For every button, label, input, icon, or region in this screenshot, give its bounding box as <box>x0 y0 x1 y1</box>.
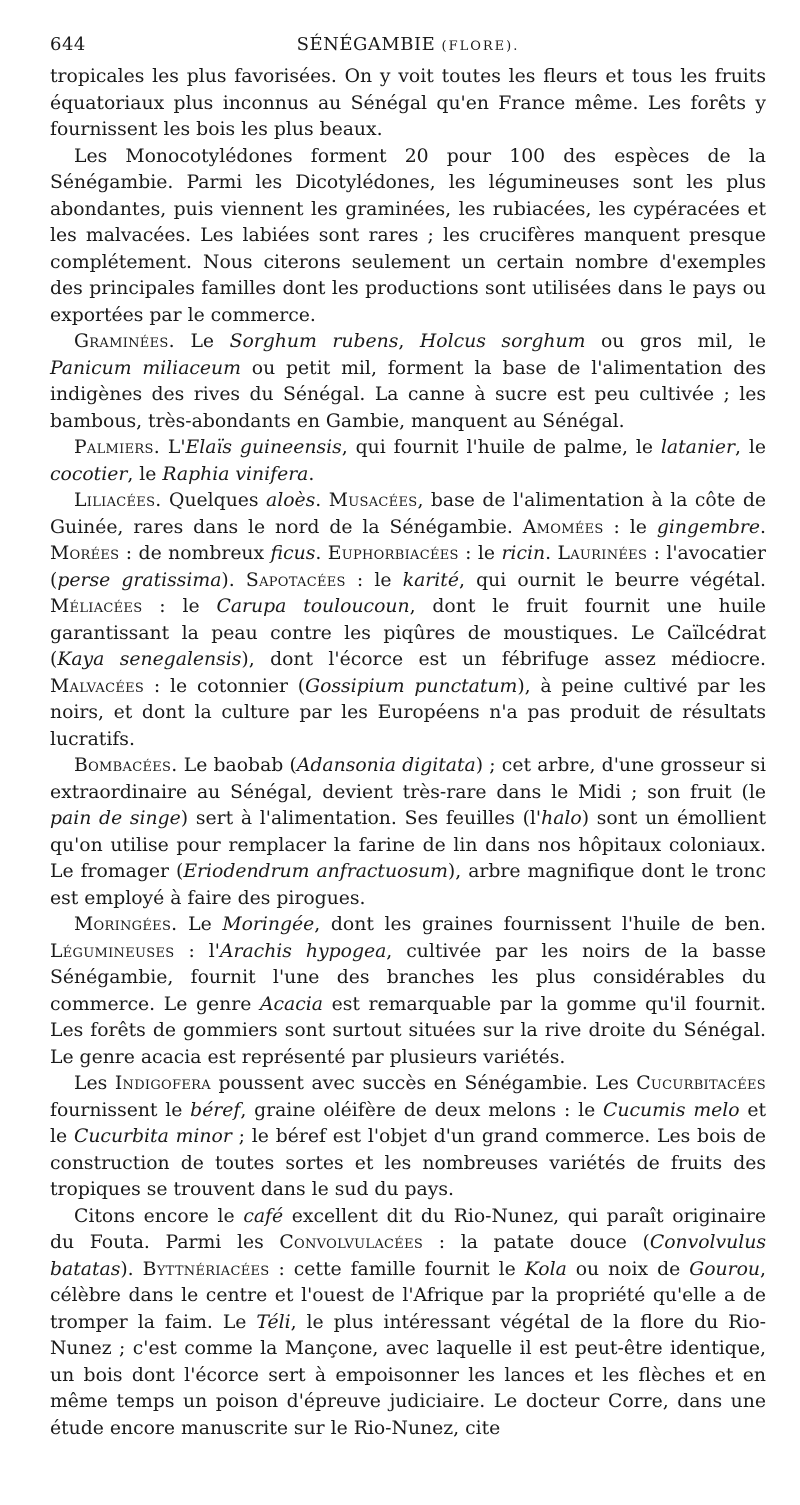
text-run: , graine oléifère de deux melons : le <box>240 1099 603 1121</box>
book-page <box>50 34 766 1442</box>
italic-term: Gourou <box>689 1258 761 1280</box>
family-heading: Morées <box>50 543 120 564</box>
text-run: : le cotonnier ( <box>144 675 306 697</box>
header-subtitle: (FLORE). <box>441 39 520 54</box>
text-run: : de nombreux <box>119 543 271 564</box>
text-run: : le <box>458 543 502 564</box>
text-run: ) sert à l'alimentation. Ses feuilles (l' <box>180 808 542 829</box>
family-heading: Laurinées <box>557 543 648 564</box>
italic-term: Adansonia digitata <box>296 755 476 776</box>
paragraph <box>50 488 766 753</box>
text-run: tropicales les plus favorisées. On y voit toutes les fleurs et tous les fruits équatoriaux plus inconnus au Sénégal qu'en France même. Les forêts y fournissent les bois les plus beaux. <box>50 66 766 140</box>
italic-term: Cucumis melo <box>603 1099 740 1121</box>
paragraph <box>50 329 766 435</box>
paragraph <box>50 912 766 1071</box>
italic-term: Panicum miliaceum <box>50 357 241 379</box>
paragraph <box>50 753 766 912</box>
italic-term: perse gratissima <box>57 569 222 591</box>
text-run: ; le béref est l'objet d'un grand commerce. Les bois de construction de toutes sortes et les nombreuses variétés de fruits des tropiques se trouvent dans le sud du pays. <box>50 1126 766 1200</box>
text-run: ), arbre magnifique dont le tronc est employé à faire des pirogues. <box>50 861 767 909</box>
text-run: . <box>315 490 329 511</box>
italic-term: Eriodendrum anfractuosum <box>183 861 448 882</box>
italic-term: karité <box>402 569 459 591</box>
family-heading: Liliacées. <box>74 490 162 511</box>
text-run: poussent avec succès en Sénégambie. Les <box>210 1073 637 1094</box>
text-run: : l' <box>174 940 220 962</box>
italic-term: Raphia vinifera <box>162 463 309 485</box>
text-run: L' <box>159 437 186 458</box>
italic-term: Convolvulus batatas <box>50 1232 766 1280</box>
text-run: ) sont un émollient qu'on utilise pour remplacer la farine de lin dans nos hôpitaux coloniaux. Le fromager ( <box>50 808 767 882</box>
text-run: Le <box>177 914 223 935</box>
family-heading: Moringées. <box>74 914 178 935</box>
paragraph <box>50 435 766 488</box>
text-run: excellent dit du Rio-Nunez, qui paraît originaire du Fouta. Parmi les <box>50 1205 766 1253</box>
text-run: : la patate douce ( <box>423 1232 650 1253</box>
text-run: , le plus intéressant végétal de la flore du Rio-Nunez ; c'est comme la Mançone, avec laquelle il est peut-être identique, un bois dont l'écorce sert à empoisonner les lances et les flèches et en même temps un poison d'épreuve judiciaire. Le docteur Corre, dans une étude encore manuscrite sur le Rio-Nunez, cite <box>50 1311 766 1439</box>
italic-term: Acacia <box>259 993 323 1015</box>
paragraph <box>50 1204 766 1443</box>
family-heading: Méliacées <box>50 596 143 617</box>
text-run: : le <box>345 569 403 591</box>
italic-term: Sorghum rubens <box>229 331 399 352</box>
text-run: , dont le fruit fournit une huile garantissant la peau contre les piqûres de moustiques. Le Caïlcédrat ( <box>50 596 767 670</box>
text-run: ), dont l'écorce est un fébrifuge assez médiocre. <box>241 649 766 670</box>
text-run: : le <box>142 596 217 617</box>
family-heading: Bombacées. <box>74 755 178 776</box>
italic-term: pain de singe <box>50 808 181 829</box>
body-text <box>50 64 766 1442</box>
italic-term: Carupa touloucoun <box>216 596 410 617</box>
paragraph <box>50 1071 766 1204</box>
family-heading: Palmiers. <box>74 437 160 458</box>
family-heading: Convolvulacées <box>279 1232 424 1253</box>
text-run: ). <box>120 1258 143 1280</box>
italic-term: Téli <box>256 1311 291 1333</box>
text-run: ). <box>221 569 246 591</box>
italic-term: Gossipium punctatum <box>305 675 518 697</box>
italic-term: latanier <box>660 437 736 458</box>
italic-term: Kaya senegalensis <box>57 649 242 670</box>
text-run: ou petit mil, forment la base de l'alimentation des indigènes des rives du Sénégal. La canne à sucre est peu cultivée ; les bambous, très-abondants en Gambie, manquent au Sénégal. <box>50 357 766 432</box>
text-run: Les Monocotylédones forment 20 pour 100 des espèces de la Sénégambie. Parmi les Dicotylédones, les légumineuses sont les plus abondantes, puis viennent les graminées, les rubiacées, les cypéracées et les malvacées. Les labiées sont rares ; les crucifères manquent presque complétement. Nous citerons seulement un certain nombre d'exemples des principales familles dont les productions sont utilisées dans le pays ou exportées par le commerce. <box>50 145 766 326</box>
text-run: ), à peine cultivé par les noirs, et dont la culture par les Européens n'a pas produit de résultats lucratifs. <box>50 675 766 750</box>
text-run: , base de l'alimentation à la côte de Guinée, rares dans le nord de la Sénégambie. <box>50 490 766 538</box>
text-run: , cultivée par les noirs de la basse Sénégambie, fournit l'une des branches les plus considérables du commerce. Le genre <box>50 940 767 1015</box>
text-run: Citons encore le <box>74 1205 244 1227</box>
italic-term: cocotier <box>50 463 128 485</box>
italic-term: Moringée <box>222 914 315 935</box>
italic-term: Arachis hypogea <box>219 940 387 962</box>
text-run: Le <box>174 331 230 352</box>
family-heading: Malvacées <box>50 675 145 697</box>
italic-term: Elaïs guineensis <box>185 437 342 458</box>
italic-term: halo <box>541 808 582 829</box>
italic-term: Cucurbita minor <box>73 1126 232 1147</box>
text-run: : l'avocatier ( <box>50 543 766 591</box>
text-run: , dont les graines fournissent l'huile de ben. <box>314 914 766 935</box>
italic-term: café <box>243 1205 284 1227</box>
paragraph <box>50 144 766 330</box>
italic-term: ficus <box>270 543 316 564</box>
italic-term: Holcus sorghum <box>419 331 586 352</box>
text-run: ou noix de <box>566 1258 690 1280</box>
italic-term: aloès <box>266 490 316 511</box>
family-heading: Indigofera <box>114 1073 211 1094</box>
text-run: . <box>760 516 766 538</box>
family-heading: Euphorbiacées <box>327 543 459 564</box>
text-run: : le <box>603 516 657 538</box>
running-head <box>50 34 766 56</box>
italic-term: ricin <box>501 543 546 564</box>
text-run: , <box>398 331 420 352</box>
family-heading: Amomées <box>522 516 604 538</box>
text-run: . <box>545 543 558 564</box>
text-run: et le <box>50 1099 767 1147</box>
italic-term: gingembre <box>656 516 761 538</box>
running-title <box>50 34 766 55</box>
italic-term: béref <box>190 1099 241 1121</box>
text-run: , qui fournit l'huile de palme, le <box>341 437 661 458</box>
text-run: Les <box>74 1073 115 1094</box>
text-run: , qui ournit le beurre végétal. <box>458 569 766 591</box>
family-heading: Légumineuses <box>50 940 175 962</box>
text-run: Quelques <box>161 490 267 511</box>
paragraph <box>50 64 766 144</box>
family-heading: Sapotacées <box>245 569 346 591</box>
family-heading: Musacées <box>328 490 418 511</box>
text-run: , le <box>735 437 767 458</box>
text-run: , célèbre dans le centre et l'ouest de l'Afrique par la propriété qu'elle a de tromper la faim. Le <box>50 1258 766 1333</box>
text-run: , le <box>127 463 163 485</box>
family-heading: Graminées. <box>74 331 175 352</box>
text-run: fournissent le <box>50 1099 191 1121</box>
text-run: est remarquable par la gomme qu'il fournit. Les forêts de gommiers sont surtout situées sur la rive droite du Sénégal. Le genre acacia est représenté par plusieurs variétés. <box>50 993 766 1068</box>
family-heading: Cucurbitacées <box>636 1073 766 1094</box>
text-run: . <box>308 463 315 485</box>
text-run: ) ; cet arbre, d'une grosseur si extraordinaire au Sénégal, devient très-rare dans le Midi ; son fruit (le <box>50 755 767 803</box>
header-title: SÉNÉGAMBIE <box>296 34 436 55</box>
text-run: ou gros mil, le <box>585 331 766 352</box>
text-run: : cette famille fournit le <box>269 1258 525 1280</box>
text-run: . <box>315 543 328 564</box>
page-number: 644 <box>50 34 86 55</box>
italic-term: Kola <box>524 1258 567 1280</box>
family-heading: Byttnériacées <box>142 1258 270 1280</box>
text-run: Le baobab ( <box>177 755 297 776</box>
